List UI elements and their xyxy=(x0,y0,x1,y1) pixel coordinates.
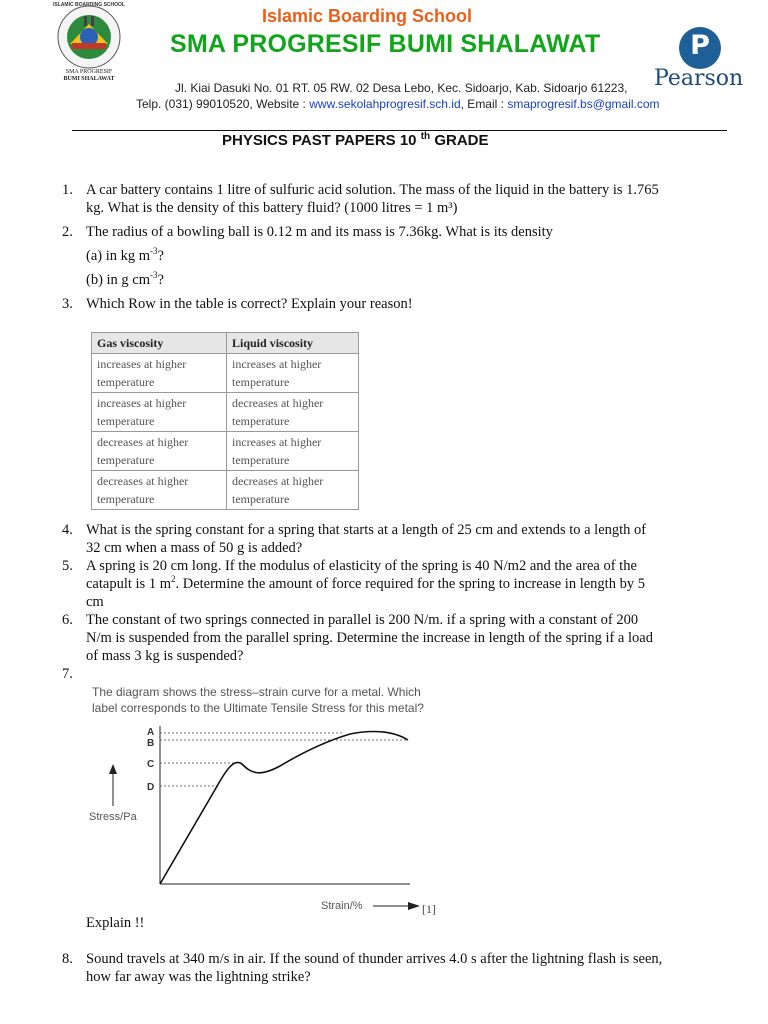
label-c: C xyxy=(147,759,155,770)
school-logo xyxy=(44,4,134,84)
table-cell: decreases at higher temperature xyxy=(92,471,227,510)
viscosity-table-wrap xyxy=(91,332,359,510)
question-number: 4. xyxy=(62,522,73,538)
y-arrow-head xyxy=(109,764,117,774)
question-number: 5. xyxy=(62,558,73,574)
question-6 xyxy=(62,611,664,665)
question-text: Which Row in the table is correct? Explain your reason! xyxy=(86,296,413,312)
school-label: Islamic Boarding School xyxy=(262,6,473,26)
pearson-initial: P xyxy=(690,30,710,61)
question-number: 7. xyxy=(62,666,73,682)
question-number: 2. xyxy=(62,224,73,240)
phone-text: Telp. (031) 99010520, Website : xyxy=(136,97,310,111)
question-number: 3. xyxy=(62,296,73,312)
question-8 xyxy=(62,950,664,986)
table-cell: increases at higher temperature xyxy=(227,432,359,471)
y-axis-label: Stress/Pa xyxy=(89,811,137,823)
website-link[interactable]: www.sekolahprogresif.sch.id xyxy=(309,97,461,111)
part-b-end: ? xyxy=(157,272,164,288)
question-3 xyxy=(62,295,664,313)
label-b: B xyxy=(147,738,155,749)
part-b-text: (b) in g cm xyxy=(86,272,151,288)
logo-text-bottom-2: BUMI SHALAWAT xyxy=(63,76,115,82)
pearson-wordmark: Pearson xyxy=(654,66,744,91)
x-arrow-head xyxy=(408,902,420,910)
chart-caption-line-2: label corresponds to the Ultimate Tensile Stress for this metal? xyxy=(92,701,424,715)
question-text: The radius of a bowling ball is 0.12 m and its mass is 7.36kg. What is its density xyxy=(86,224,553,240)
question-2-part-a xyxy=(86,247,164,265)
logo-text-top: ISLAMIC BOARDING SCHOOL xyxy=(53,2,125,8)
stress-strain-chart xyxy=(80,718,460,918)
label-d: D xyxy=(147,782,155,793)
label-a: A xyxy=(147,727,155,738)
table-cell: decreases at higher temperature xyxy=(227,393,359,432)
question-number: 8. xyxy=(62,951,73,967)
table-cell: decreases at higher temperature xyxy=(92,432,227,471)
chart-caption-line-1: The diagram shows the stress–strain curve for a metal. Which xyxy=(92,685,421,699)
school-contact xyxy=(136,97,660,111)
table-header-row xyxy=(92,333,359,354)
question-number: 6. xyxy=(62,612,73,628)
table-header: Liquid viscosity xyxy=(227,333,359,354)
table-header: Gas viscosity xyxy=(92,333,227,354)
marks-label: [1] xyxy=(422,902,436,916)
title-main: PHYSICS PAST PAPERS 10 xyxy=(222,132,417,149)
question-text-end: . Determine the amount of force required for the spring to increase in length by 5 cm xyxy=(86,576,645,610)
table-cell: decreases at higher temperature xyxy=(227,471,359,510)
table-cell: increases at higher temperature xyxy=(92,393,227,432)
school-address: Jl. Kiai Dasuki No. 01 RT. 05 RW. 02 Desa Lebo, Kec. Sidoarjo, Kab. Sidoarjo 61223, xyxy=(175,81,628,95)
question-1 xyxy=(62,181,664,217)
table-cell: increases at higher temperature xyxy=(92,354,227,393)
pearson-logo xyxy=(679,27,721,69)
table-row xyxy=(92,354,359,393)
question-text: A car battery contains 1 litre of sulfuric acid solution. The mass of the liquid in the battery is 1.765 kg. What is the density of this battery fluid? (1000 litres = 1 m³) xyxy=(86,182,659,216)
question-text: What is the spring constant for a spring that starts at a length of 25 cm and extends to a length of 32 cm when a mass of 50 g is added? xyxy=(86,522,647,556)
stress-strain-curve xyxy=(160,732,408,884)
question-4 xyxy=(62,521,664,557)
question-text: Sound travels at 340 m/s in air. If the sound of thunder arrives 4.0 s after the lightning flash is seen, how far away was the lightning strike? xyxy=(86,951,663,985)
school-name: SMA PROGRESIF BUMI SHALAWAT xyxy=(170,30,601,58)
logo-text-bottom-1: SMA PROGRESIF xyxy=(65,69,113,75)
title-sup: th xyxy=(420,131,431,142)
question-text: A spring is 20 cm long. If the modulus of elasticity of the spring is 40 N/m2 and the area of the catapult is 1 m xyxy=(86,558,637,592)
paper-title xyxy=(222,131,488,149)
part-b-sup: -3 xyxy=(150,270,158,281)
viscosity-table xyxy=(91,332,359,510)
question-2-part-b xyxy=(86,271,164,289)
question-5 xyxy=(62,557,664,611)
question-text: The constant of two springs connected in parallel is 200 N/m. if a spring with a constant of 200 N/m is suspended from the parallel spring. Determine the increase in length of the spring if a load of mass 3 kg is suspended? xyxy=(86,612,653,664)
table-row xyxy=(92,471,359,510)
x-axis-label: Strain/% xyxy=(321,900,363,912)
part-a-text: (a) in kg m xyxy=(86,248,151,264)
question-sup: 2 xyxy=(170,574,176,585)
table-row xyxy=(92,432,359,471)
email-label: , Email : xyxy=(460,97,508,111)
question-number: 1. xyxy=(62,182,73,198)
email-link[interactable]: smaprogresif.bs@gmail.com xyxy=(507,97,660,111)
part-a-end: ? xyxy=(157,248,164,264)
question-7-explain: Explain !! xyxy=(86,915,145,931)
table-row xyxy=(92,393,359,432)
part-a-sup: -3 xyxy=(150,246,158,257)
chart-caption xyxy=(92,684,472,716)
table-cell: increases at higher temperature xyxy=(227,354,359,393)
title-end: GRADE xyxy=(434,132,489,149)
question-2 xyxy=(62,223,664,241)
